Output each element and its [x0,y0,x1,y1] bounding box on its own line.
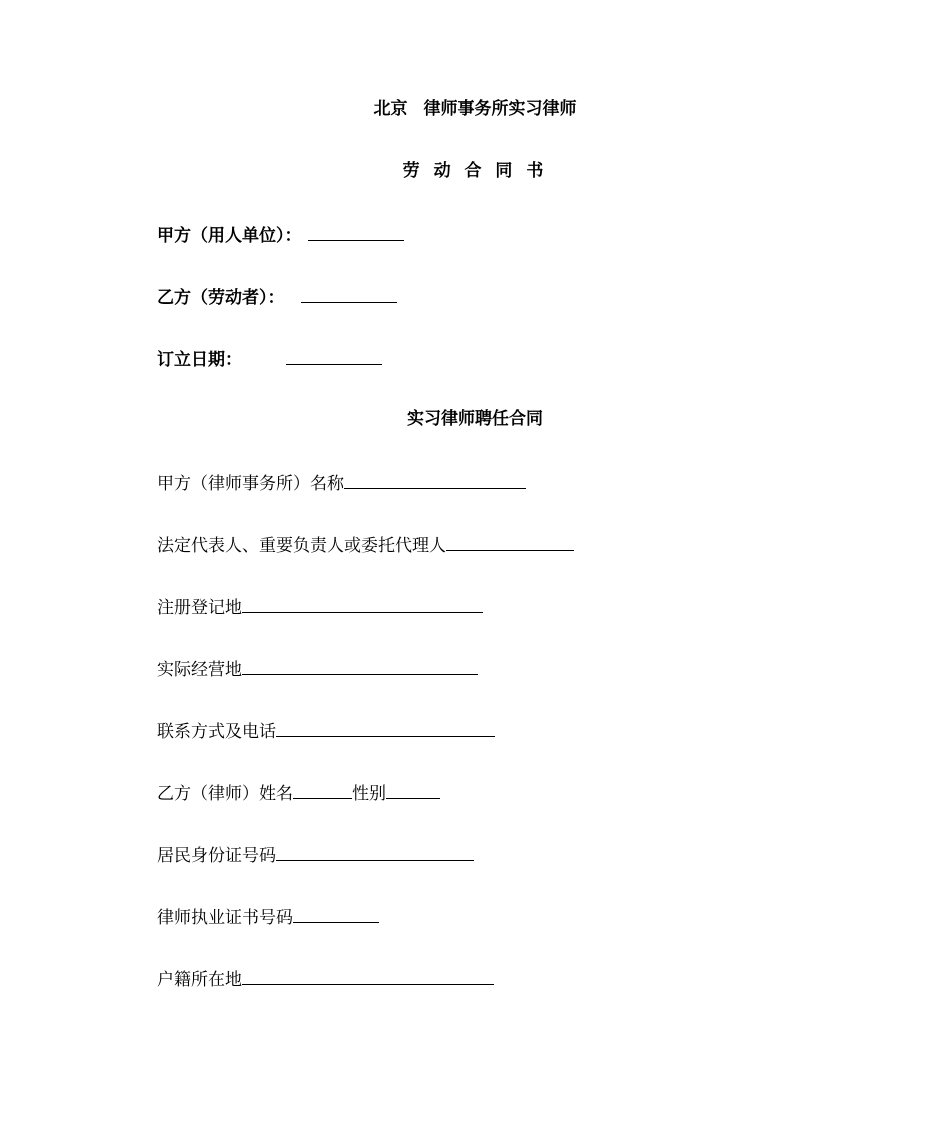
party-b-row [157,284,397,309]
gender-label: 性别 [352,784,386,804]
registered-address-row [157,594,483,619]
date-row [157,346,382,371]
lawyer-name-row [157,780,440,805]
firm-name-blank[interactable] [344,470,526,489]
date-blank[interactable] [286,346,382,365]
firm-name-label: 甲方（律师事务所）名称 [157,474,344,494]
party-b-blank[interactable] [301,284,397,303]
id-number-label: 居民身份证号码 [157,846,276,866]
party-a-blank[interactable] [308,222,404,241]
license-number-label: 律师执业证书号码 [157,908,293,928]
lawyer-name-blank[interactable] [293,780,352,799]
id-number-blank[interactable] [276,842,474,861]
household-address-label: 户籍所在地 [157,970,242,990]
household-address-blank[interactable] [242,966,494,985]
contact-blank[interactable] [276,718,495,737]
lawyer-name-label: 乙方（律师）姓名 [157,784,293,804]
license-number-row [157,904,379,929]
date-label: 订立日期： [157,350,242,370]
representative-label: 法定代表人、重要负责人或委托代理人 [157,536,446,556]
business-address-label: 实际经营地 [157,660,242,680]
business-address-blank[interactable] [242,656,478,675]
firm-title-text: 律师事务所实习律师 [423,99,577,119]
contact-label: 联系方式及电话 [157,722,276,742]
contact-row [157,718,495,743]
registered-address-blank[interactable] [242,594,483,613]
representative-blank[interactable] [446,532,574,551]
business-address-row [157,656,478,681]
registered-address-label: 注册登记地 [157,598,242,618]
contract-title: 实习律师聘任合同 [407,409,543,429]
party-a-row [157,222,404,247]
party-a-label: 甲方（用人单位）： [157,226,302,246]
gender-blank[interactable] [386,780,440,799]
firm-name-row [157,470,526,495]
party-b-label: 乙方（劳动者）： [157,288,285,308]
firm-city: 北京 [373,99,408,119]
license-number-blank[interactable] [293,904,379,923]
id-number-row [157,842,474,867]
household-address-row [157,966,494,991]
document-title: 劳 动 合 同 书 [402,161,548,181]
representative-row [157,532,574,557]
firm-title [0,98,950,120]
